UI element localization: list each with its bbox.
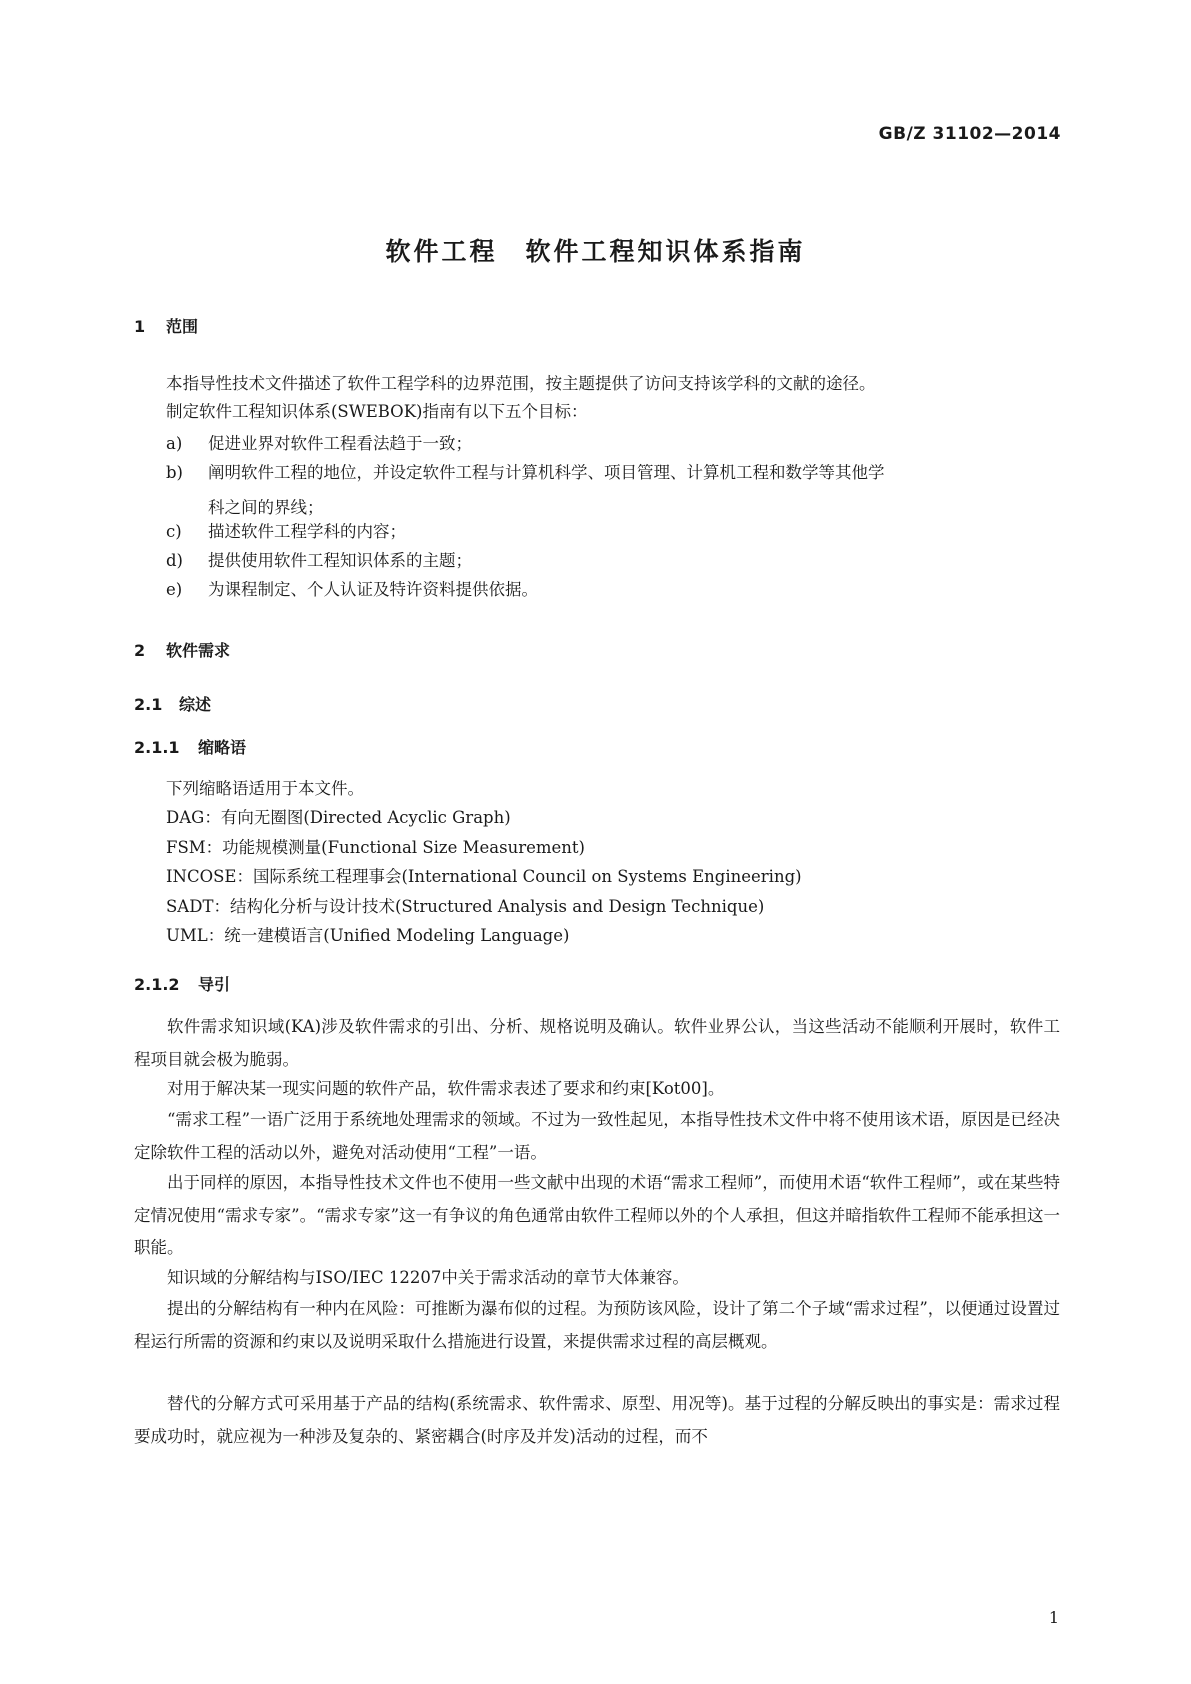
item-text: 阐明软件工程的地位，并设定软件工程与计算机科学、项目管理、计算机工程和数学等其他学: [208, 463, 885, 482]
list-item: [166, 574, 538, 606]
abbreviation-item: FSM：功能规模测量(Functional Size Measurement): [166, 838, 585, 857]
section-number: 2.1.2: [134, 975, 180, 994]
section-2-heading: [134, 638, 230, 661]
subsection-2-1-heading: [134, 692, 211, 715]
paragraph: “需求工程”一语广泛用于系统地处理需求的领域。不过为一致性起见，本指导性技术文件中将不使用该术语，原因是已经决定除软件工程的活动以外，避免对活动使用“工程”一语。: [134, 1110, 1060, 1162]
paragraph: 替代的分解方式可采用基于产品的结构(系统需求、软件需求、原型、用况等)。基于过程的分解反映出的事实是：需求过程要成功时，就应视为一种涉及复杂的、紧密耦合(时序及并发)活动的过程，而不: [134, 1394, 1060, 1446]
item-label: d): [166, 551, 183, 570]
standard-code: GB/Z 31102—2014: [878, 124, 1061, 144]
abbreviation-item: UML：统一建模语言(Unified Modeling Language): [166, 926, 570, 945]
paragraph: 下列缩略语适用于本文件。: [166, 779, 364, 798]
list-item: [166, 428, 472, 460]
item-label: a): [166, 434, 183, 453]
item-label: e): [166, 580, 183, 599]
item-text: 描述软件工程学科的内容；: [208, 522, 406, 541]
list-item: [166, 545, 472, 577]
paragraph: 软件需求知识域(KA)涉及软件需求的引出、分析、规格说明及确认。软件业界公认，当这些活动不能顺利开展时，软件工程项目就会极为脆弱。: [134, 1017, 1060, 1069]
page-number: 1: [1048, 1608, 1059, 1627]
item-label: b): [166, 463, 183, 482]
section-number: 2.1.1: [134, 738, 180, 757]
document-title: 软件工程 软件工程知识体系指南: [385, 237, 806, 266]
section-title: 范围: [166, 317, 199, 336]
section-1-heading: [134, 314, 198, 337]
section-number: 2.1: [134, 695, 163, 714]
subsection-2-1-1-heading: [134, 735, 246, 758]
section-title: 导引: [198, 975, 231, 994]
item-text: 为课程制定、个人认证及特许资料提供依据。: [208, 580, 538, 599]
abbreviation-item: SADT：结构化分析与设计技术(Structured Analysis and Design Technique): [166, 897, 765, 916]
abbreviation-item: DAG：有向无圈图(Directed Acyclic Graph): [166, 808, 511, 827]
paragraph: 制定软件工程知识体系(SWEBOK)指南有以下五个目标：: [166, 402, 588, 421]
subsection-2-1-2-heading: [134, 972, 230, 995]
list-item: [166, 516, 406, 548]
paragraph: 出于同样的原因，本指导性技术文件也不使用一些文献中出现的术语“需求工程师”，而使用术语“软件工程师”，或在某些特定情况使用“需求专家”。“需求专家”这一有争议的角色通常由软件工程师以外的个人承担，但这并暗指软件工程师不能承担这一职能。: [134, 1173, 1060, 1257]
section-number: 2: [134, 641, 146, 660]
section-title: 综述: [179, 695, 212, 714]
list-item: [166, 457, 885, 489]
paragraph: 对用于解决某一现实问题的软件产品，软件需求表述了要求和约束[Kot00]。: [167, 1079, 725, 1098]
paragraph: 本指导性技术文件描述了软件工程学科的边界范围，按主题提供了访问支持该学科的文献的途径。: [166, 374, 876, 393]
item-label: c): [166, 522, 182, 541]
item-text: 促进业界对软件工程看法趋于一致；: [208, 434, 472, 453]
section-title: 缩略语: [198, 738, 247, 757]
paragraph: 提出的分解结构有一种内在风险：可推断为瀑布似的过程。为预防该风险，设计了第二个子域“需求过程”，以便通过设置过程运行所需的资源和约束以及说明采取什么措施进行设置，来提供需求过程的高层概观。: [134, 1299, 1060, 1351]
list-item-continuation: 科之间的界线；: [208, 498, 324, 517]
section-number: 1: [134, 317, 146, 336]
item-text: 提供使用软件工程知识体系的主题；: [208, 551, 472, 570]
paragraph: 知识域的分解结构与ISO/IEC 12207中关于需求活动的章节大体兼容。: [167, 1268, 689, 1287]
section-title: 软件需求: [166, 641, 231, 660]
abbreviation-item: INCOSE：国际系统工程理事会(International Council on Systems Engineering): [166, 867, 802, 886]
